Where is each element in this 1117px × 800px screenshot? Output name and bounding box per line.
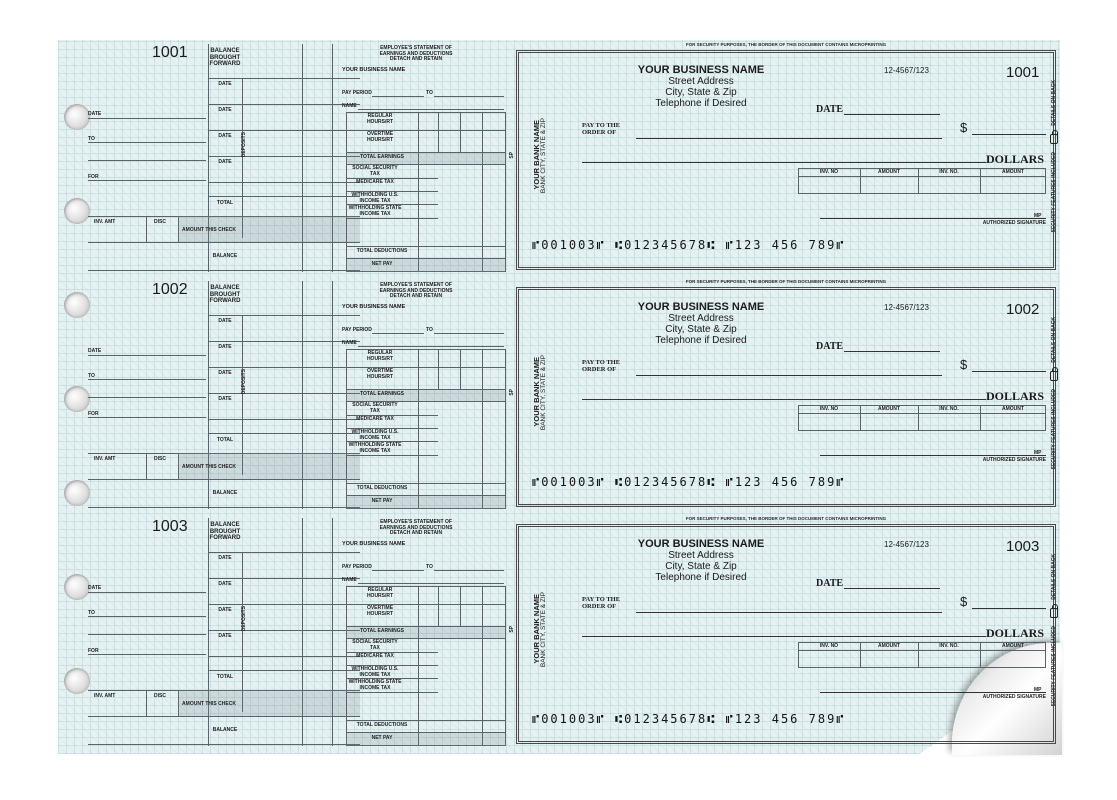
inv-no-label: INV. NO [819,643,839,649]
overtime-hours-label: OVERTIME HOURS/RT [366,131,394,143]
left-date-label: DATE [88,111,102,117]
for-label: FOR [88,648,99,654]
sp-mark: SP [509,389,515,396]
federal-withholding-label: WITHHOLDING U.S. INCOME TAX [351,192,399,204]
bank-city: BANK CITY, STATE & ZIP [540,118,547,194]
dollar-sign: $ [960,120,968,135]
payroll-business-name: YOUR BUSINESS NAME [342,541,406,547]
stub-date-label: DATE [218,344,232,350]
pay-period-label: PAY PERIOD [342,327,372,333]
check-body [509,277,1057,515]
check-stub [88,514,360,752]
telephone: Telephone if Desired [655,335,747,346]
for-label: FOR [88,411,99,417]
fraction-code: 12-4567/123 [884,66,929,75]
mp-mark: MP [1034,687,1042,693]
deposits-label: DEPOSITS [241,606,247,632]
telephone: Telephone if Desired [655,98,747,109]
statement-header: EMPLOYEE'S STATEMENT OF EARNINGS AND DEDUCTIONS DETACH AND RETAIN [379,282,453,299]
overtime-hours-label: OVERTIME HOURS/RT [366,368,394,380]
micr-line: ⑈001003⑈ ⑆012345678⑆ ⑈123 456 789⑈ [532,238,846,252]
telephone: Telephone if Desired [655,572,747,583]
authorized-signature-label: AUTHORIZED SIGNATURE [982,457,1046,463]
dollars-label: DOLLARS [986,626,1045,640]
street-address: Street Address [668,550,734,561]
check-body [509,40,1057,278]
lock-icon [1050,371,1058,381]
medicare-label: MEDICARE TAX [356,653,394,659]
social-security-label: SOCIAL SECURITY TAX [352,639,398,651]
balance-brought-forward-label: BALANCE BROUGHT FORWARD [209,285,241,304]
disc-label: DISC [154,219,166,225]
amount-label: AMOUNT [878,169,900,175]
authorized-signature-label: AUTHORIZED SIGNATURE [982,220,1046,226]
stub-date-label: DATE [218,133,232,139]
name-label: NAME [342,340,357,346]
pay-period-label: PAY PERIOD [342,90,372,96]
earnings-statement [342,277,514,515]
date-label: DATE [816,341,844,352]
authorized-signature-label: AUTHORIZED SIGNATURE [982,694,1046,700]
federal-withholding-label: WITHHOLDING U.S. INCOME TAX [351,429,399,441]
stub-date-label: DATE [218,107,232,113]
pay-to-order-label: PAY TO THE ORDER OF [582,359,621,373]
net-pay-label: NET PAY [371,498,393,504]
security-features-label: SECURITY FEATURES INCLUDED [1051,152,1057,233]
security-notice: FOR SECURITY PURPOSES, THE BORDER OF THIS DOCUMENT CONTAINS MICROPRINTING [685,279,887,284]
micr-line: ⑈001003⑈ ⑆012345678⑆ ⑈123 456 789⑈ [532,712,846,726]
amount-this-check-label: AMOUNT THIS CHECK [182,227,236,233]
check-number: 1001 [1006,64,1040,81]
name-label: NAME [342,577,357,583]
earnings-statement [342,514,514,752]
fraction-code: 12-4567/123 [884,303,929,312]
stub-date-label: DATE [218,318,232,324]
stub-date-label: DATE [218,396,232,402]
dollar-sign: $ [960,594,968,609]
stub-total-label: TOTAL [216,200,234,206]
inv-amt-label: INV. AMT [94,693,116,699]
bank-name: YOUR BANK NAME [532,357,541,427]
date-label: DATE [816,104,844,115]
microprint-border [516,287,1056,507]
to-label: TO [88,610,95,616]
inv-amt-label: INV. AMT [94,219,116,225]
inv-no-label: INV. NO. [939,643,959,649]
amount-label: AMOUNT [1002,643,1024,649]
balance-brought-forward-label: BALANCE BROUGHT FORWARD [209,522,241,541]
stub-date-label: DATE [218,607,232,613]
sp-mark: SP [509,626,515,633]
medicare-label: MEDICARE TAX [356,179,394,185]
stub-date-label: DATE [218,81,232,87]
to-label: TO [88,373,95,379]
total-earnings-label: TOTAL EARNINGS [360,628,404,634]
city-state-zip: City, State & Zip [665,87,737,98]
pay-period-to-label: TO [426,327,433,333]
mp-mark: MP [1034,213,1042,219]
details-on-back-label: DETAILS ON BACK [1051,317,1057,363]
stub-check-number: 1003 [152,518,188,535]
pay-to-order-label: PAY TO THE ORDER OF [582,596,621,610]
security-features-label: SECURITY FEATURES INCLUDED [1051,626,1057,707]
security-notice: FOR SECURITY PURPOSES, THE BORDER OF THIS DOCUMENT CONTAINS MICROPRINTING [685,516,887,521]
check-stub [88,277,360,515]
left-date-label: DATE [88,348,102,354]
pay-to-order-label: PAY TO THE ORDER OF [582,122,621,136]
earnings-statement [342,40,514,278]
sp-mark: SP [509,152,515,159]
net-pay-label: NET PAY [371,261,393,267]
amount-label: AMOUNT [878,643,900,649]
left-date-label: DATE [88,585,102,591]
overtime-hours-label: OVERTIME HOURS/RT [366,605,394,617]
name-label: NAME [342,103,357,109]
total-deductions-label: TOTAL DEDUCTIONS [356,485,408,491]
stub-date-label: DATE [218,159,232,165]
amount-label: AMOUNT [1002,406,1024,412]
payroll-business-name: YOUR BUSINESS NAME [342,67,406,73]
street-address: Street Address [668,313,734,324]
total-deductions-label: TOTAL DEDUCTIONS [356,248,408,254]
microprint-border [516,524,1056,744]
stub-balance-label: BALANCE [212,490,238,496]
dollars-label: DOLLARS [986,389,1045,403]
state-withholding-label: WITHHOLDING STATE INCOME TAX [348,442,402,454]
inv-no-label: INV. NO [819,169,839,175]
dollar-sign: $ [960,357,968,372]
social-security-label: SOCIAL SECURITY TAX [352,402,398,414]
check-stub [88,40,360,278]
details-on-back-label: DETAILS ON BACK [1051,554,1057,600]
stub-total-label: TOTAL [216,674,234,680]
amount-this-check-label: AMOUNT THIS CHECK [182,464,236,470]
lock-icon [1050,134,1058,144]
bank-name: YOUR BANK NAME [532,120,541,190]
balance-brought-forward-label: BALANCE BROUGHT FORWARD [209,48,241,67]
stub-check-number: 1001 [152,44,188,61]
security-features-label: SECURITY FEATURES INCLUDED [1051,389,1057,470]
statement-header: EMPLOYEE'S STATEMENT OF EARNINGS AND DEDUCTIONS DETACH AND RETAIN [379,519,453,536]
bank-city: BANK CITY, STATE & ZIP [540,355,547,431]
to-label: TO [88,136,95,142]
lock-icon [1050,608,1058,618]
city-state-zip: City, State & Zip [665,561,737,572]
stub-date-label: DATE [218,370,232,376]
stub-balance-label: BALANCE [212,727,238,733]
check-business-name: YOUR BUSINESS NAME [637,538,765,550]
check-number: 1003 [1006,538,1040,555]
check-row [58,277,1060,515]
amount-label: AMOUNT [878,406,900,412]
payroll-business-name: YOUR BUSINESS NAME [342,304,406,310]
city-state-zip: City, State & Zip [665,324,737,335]
stub-date-label: DATE [218,555,232,561]
dollars-label: DOLLARS [986,152,1045,166]
street-address: Street Address [668,76,734,87]
pay-period-to-label: TO [426,564,433,570]
mp-mark: MP [1034,450,1042,456]
amount-this-check-label: AMOUNT THIS CHECK [182,701,236,707]
inv-amt-label: INV. AMT [94,456,116,462]
details-on-back-label: DETAILS ON BACK [1051,80,1057,126]
check-business-name: YOUR BUSINESS NAME [637,301,765,313]
stub-date-label: DATE [218,581,232,587]
date-label: DATE [816,578,844,589]
medicare-label: MEDICARE TAX [356,416,394,422]
stub-check-number: 1002 [152,281,188,298]
regular-hours-label: REGULAR HOURS/RT [366,587,394,599]
bank-name: YOUR BANK NAME [532,594,541,664]
state-withholding-label: WITHHOLDING STATE INCOME TAX [348,205,402,217]
check-number: 1002 [1006,301,1040,318]
inv-no-label: INV. NO [819,406,839,412]
for-label: FOR [88,174,99,180]
social-security-label: SOCIAL SECURITY TAX [352,165,398,177]
stub-balance-label: BALANCE [212,253,238,259]
check-row [58,40,1060,278]
total-deductions-label: TOTAL DEDUCTIONS [356,722,408,728]
total-earnings-label: TOTAL EARNINGS [360,154,404,160]
state-withholding-label: WITHHOLDING STATE INCOME TAX [348,679,402,691]
check-row [58,514,1060,752]
regular-hours-label: REGULAR HOURS/RT [366,113,394,125]
deposits-label: DEPOSITS [241,369,247,395]
disc-label: DISC [154,693,166,699]
federal-withholding-label: WITHHOLDING U.S. INCOME TAX [351,666,399,678]
deposits-label: DEPOSITS [241,132,247,158]
pay-period-label: PAY PERIOD [342,564,372,570]
stub-date-label: DATE [218,633,232,639]
amount-label: AMOUNT [1002,169,1024,175]
disc-label: DISC [154,456,166,462]
inv-no-label: INV. NO. [939,169,959,175]
fraction-code: 12-4567/123 [884,540,929,549]
net-pay-label: NET PAY [371,735,393,741]
pay-period-to-label: TO [426,90,433,96]
inv-no-label: INV. NO. [939,406,959,412]
total-earnings-label: TOTAL EARNINGS [360,391,404,397]
stub-total-label: TOTAL [216,437,234,443]
statement-header: EMPLOYEE'S STATEMENT OF EARNINGS AND DEDUCTIONS DETACH AND RETAIN [379,45,453,62]
regular-hours-label: REGULAR HOURS/RT [366,350,394,362]
check-body [509,514,1057,752]
microprint-border [516,50,1056,270]
security-notice: FOR SECURITY PURPOSES, THE BORDER OF THIS DOCUMENT CONTAINS MICROPRINTING [685,42,887,47]
check-business-name: YOUR BUSINESS NAME [637,64,765,76]
bank-city: BANK CITY, STATE & ZIP [540,592,547,668]
micr-line: ⑈001003⑈ ⑆012345678⑆ ⑈123 456 789⑈ [532,475,846,489]
